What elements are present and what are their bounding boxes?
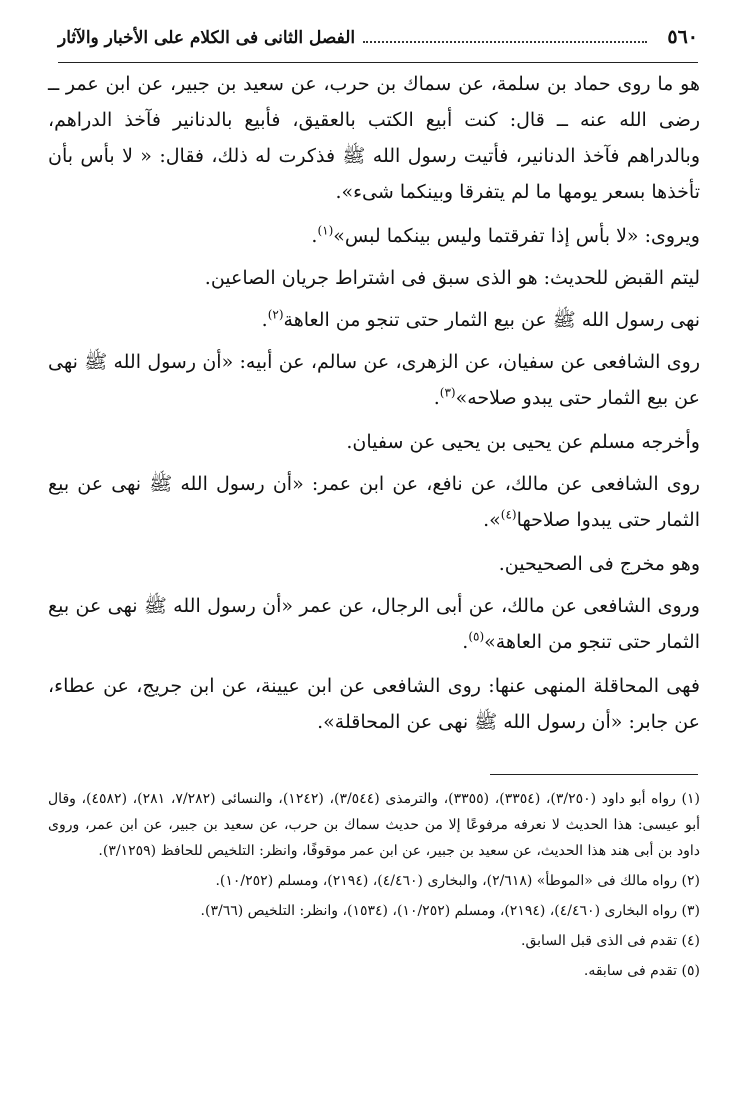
paragraph-3 [48, 260, 700, 296]
footnote-1: (١) رواه أبو داود (٣/٢٥٠)، (٣٣٥٤)، (٣٣٥٥)، والترمذى (٣/٥٤٤)، (١٢٤٢)، والنسائى (٧/٢٨٢، ٢٨١)، (٤٥٨٢)، وقال أبو عيسى: هذا الحديث لا نعرفه مرفوعًا إلا من حديث سماك بن حرب، عن سعيد بن جبير، عن ابن عمر، وروى داود بن أبى هند هذا الحديث، عن سعيد بن جبير، عن ابن عمر موقوفًا، وانظر: التلخيص للحافظ (٣/١٢٥٩). [48, 791, 700, 859]
period: . [311, 225, 318, 247]
period: . [261, 309, 268, 331]
paragraph-3-text: ليتم القبض للحديث: هو الذى سبق فى اشتراط جريان الصاعين. [204, 267, 700, 289]
paragraph-2 [48, 218, 700, 254]
paragraph-5-text: روى الشافعى عن سفيان، عن الزهرى، عن سالم، عن أبيه: «أن رسول الله ﷺ نهى عن بيع الثمار حتى يبدو صلاحه» [48, 351, 700, 409]
paragraph-1-text: هو ما روى حماد بن سلمة، عن سماك بن حرب، عن سعيد بن جبير، عن ابن عمر ــ رضى الله عنه ــ قال: كنت أبيع الكتب بالعقيق، فأبيع بالدنانير فآخذ الدراهم، وبالدراهم فآخذ الدنانير، فأتيت رسول الله ﷺ فذكرت له ذلك، فقال: « لا بأس بأن تأخذها بسعر يومها ما لم يتفرقا وبينكما شىء». [48, 73, 700, 203]
footnotes [48, 786, 700, 988]
footnote-separator [490, 774, 698, 775]
footnote-4: (٤) تقدم فى الذى قبل السابق. [521, 933, 700, 949]
paragraph-9 [48, 588, 700, 660]
main-text [48, 66, 700, 748]
period: . [433, 387, 440, 409]
header-dotted-leader [363, 31, 647, 43]
paragraph-10-text: فهى المحاقلة المنهى عنها: روى الشافعى عن ابن عيينة، عن ابن جريج، عن عطاء، عن جابر: «أن رسول الله ﷺ نهى عن المحاقلة». [48, 675, 700, 733]
paragraph-7 [48, 466, 700, 538]
chapter-title: الفصل الثانى فى الكلام على الأخبار والآثار [58, 28, 356, 48]
page-number: ٥٦٠ [667, 26, 698, 48]
page-header [58, 26, 698, 63]
paragraph-8-text: وهو مخرج فى الصحيحين. [498, 553, 700, 575]
paragraph-5 [48, 344, 700, 416]
footnote-ref-3: (٣) [439, 385, 456, 400]
paragraph-4-text: نهى رسول الله ﷺ عن بيع الثمار حتى تنجو من العاهة [283, 309, 700, 331]
paragraph-9-text: وروى الشافعى عن مالك، عن أبى الرجال، عن عمر «أن رسول الله ﷺ نهى عن بيع الثمار حتى تنجو من العاهة» [48, 595, 700, 653]
period: . [462, 631, 469, 653]
footnote-2: (٢) رواه مالك فى «الموطأ» (٢/٦١٨)، والبخارى (٤/٤٦٠)، (٢١٩٤)، ومسلم (١٠/٢٥٢). [215, 873, 700, 889]
paragraph-6 [48, 424, 700, 460]
paragraph-6-text: وأخرجه مسلم عن يحيى بن يحيى عن سفيان. [346, 431, 700, 453]
footnote-ref-5: (٥) [468, 629, 485, 644]
paragraph-1 [48, 66, 700, 210]
footnote-5: (٥) تقدم فى سابقه. [583, 963, 700, 979]
paragraph-7-text: روى الشافعى عن مالك، عن نافع، عن ابن عمر: «أن رسول الله ﷺ نهى عن بيع الثمار حتى يبدوا صلاحها [48, 473, 700, 531]
footnote-ref-1: (١) [317, 223, 334, 238]
paragraph-10 [48, 668, 700, 740]
footnote-ref-4: (٤) [500, 507, 517, 522]
footnote-3: (٣) رواه البخارى (٤/٤٦٠)، (٢١٩٤)، ومسلم (١٠/٢٥٢)، (١٥٣٤)، وانظر: التلخيص (٣/٦٦). [200, 903, 700, 919]
paragraph-7-end: ». [483, 509, 501, 531]
paragraph-8 [48, 546, 700, 582]
paragraph-2-text: ويروى: «لا بأس إذا تفرقتما وليس بينكما لبس» [333, 225, 700, 247]
paragraph-4 [48, 302, 700, 338]
footnote-ref-2: (٢) [267, 307, 284, 322]
